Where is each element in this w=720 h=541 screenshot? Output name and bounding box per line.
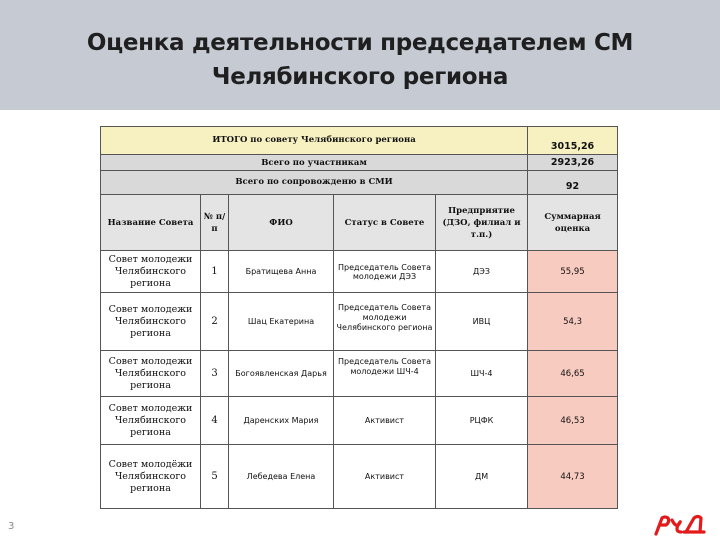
header-enterprise: Предприятие (ДЗО, филиал и т.п.) xyxy=(436,195,528,251)
rzd-logo-icon xyxy=(652,513,708,541)
row-status: Председатель Совета молодежи Челябинского региона xyxy=(334,293,436,351)
row-score: 55,95 xyxy=(528,251,618,293)
row-score: 54,3 xyxy=(528,293,618,351)
row-council: Совет молодёжи Челябинского региона xyxy=(101,445,201,509)
header-name: ФИО xyxy=(229,195,334,251)
row-name: Лебедева Елена xyxy=(229,445,334,509)
page-number: 3 xyxy=(8,521,15,532)
row-status: Председатель Совета молодежи ДЭЗ xyxy=(334,251,436,293)
row-name: Богоявленская Дарья xyxy=(229,351,334,397)
slide-title-line1: Оценка деятельности председателем СМ xyxy=(86,30,634,56)
header-num: № п/п xyxy=(201,195,229,251)
row-status: Активист xyxy=(334,445,436,509)
summary-participants-row xyxy=(101,155,618,171)
row-score: 46,65 xyxy=(528,351,618,397)
row-status: Председатель Совета молодежи ШЧ-4 xyxy=(334,351,436,397)
row-score: 44,73 xyxy=(528,445,618,509)
summary-participants-label: Всего по участникам xyxy=(101,155,528,171)
row-name: Даренских Мария xyxy=(229,397,334,445)
row-council: Совет молодежи Челябинского региона xyxy=(101,397,201,445)
header-score: Суммарная оценка xyxy=(528,195,618,251)
row-enterprise: РЦФК xyxy=(436,397,528,445)
summary-total-row xyxy=(101,127,618,155)
table-row xyxy=(101,397,618,445)
row-num: 1 xyxy=(201,251,229,293)
header-council: Название Совета xyxy=(101,195,201,251)
row-name: Шац Екатерина xyxy=(229,293,334,351)
evaluation-table xyxy=(100,126,618,509)
summary-media-row xyxy=(101,171,618,195)
table-row xyxy=(101,251,618,293)
summary-total-value: 3015,26 xyxy=(528,127,618,155)
row-score: 46,53 xyxy=(528,397,618,445)
summary-media-value: 92 xyxy=(528,171,618,195)
row-enterprise: ДМ xyxy=(436,445,528,509)
row-enterprise: ШЧ-4 xyxy=(436,351,528,397)
row-name: Братищева Анна xyxy=(229,251,334,293)
row-council: Совет молодежи Челябинского региона xyxy=(101,351,201,397)
slide-title-line2: Челябинского региона xyxy=(211,64,509,90)
summary-media-label: Всего по сопровожденю в СМИ xyxy=(101,171,528,195)
header-status: Статус в Совете xyxy=(334,195,436,251)
table-header-row xyxy=(101,195,618,251)
table-row xyxy=(101,293,618,351)
row-num: 4 xyxy=(201,397,229,445)
row-num: 2 xyxy=(201,293,229,351)
slide-title xyxy=(0,26,720,94)
table-row xyxy=(101,445,618,509)
summary-total-label: ИТОГО по совету Челябинского региона xyxy=(101,127,528,155)
row-num: 3 xyxy=(201,351,229,397)
row-council: Совет молодежи Челябинского региона xyxy=(101,293,201,351)
summary-participants-value: 2923,26 xyxy=(528,155,618,171)
row-num: 5 xyxy=(201,445,229,509)
table-row xyxy=(101,351,618,397)
row-enterprise: ДЭЗ xyxy=(436,251,528,293)
row-enterprise: ИВЦ xyxy=(436,293,528,351)
row-council: Совет молодежи Челябинского региона xyxy=(101,251,201,293)
row-status: Активист xyxy=(334,397,436,445)
